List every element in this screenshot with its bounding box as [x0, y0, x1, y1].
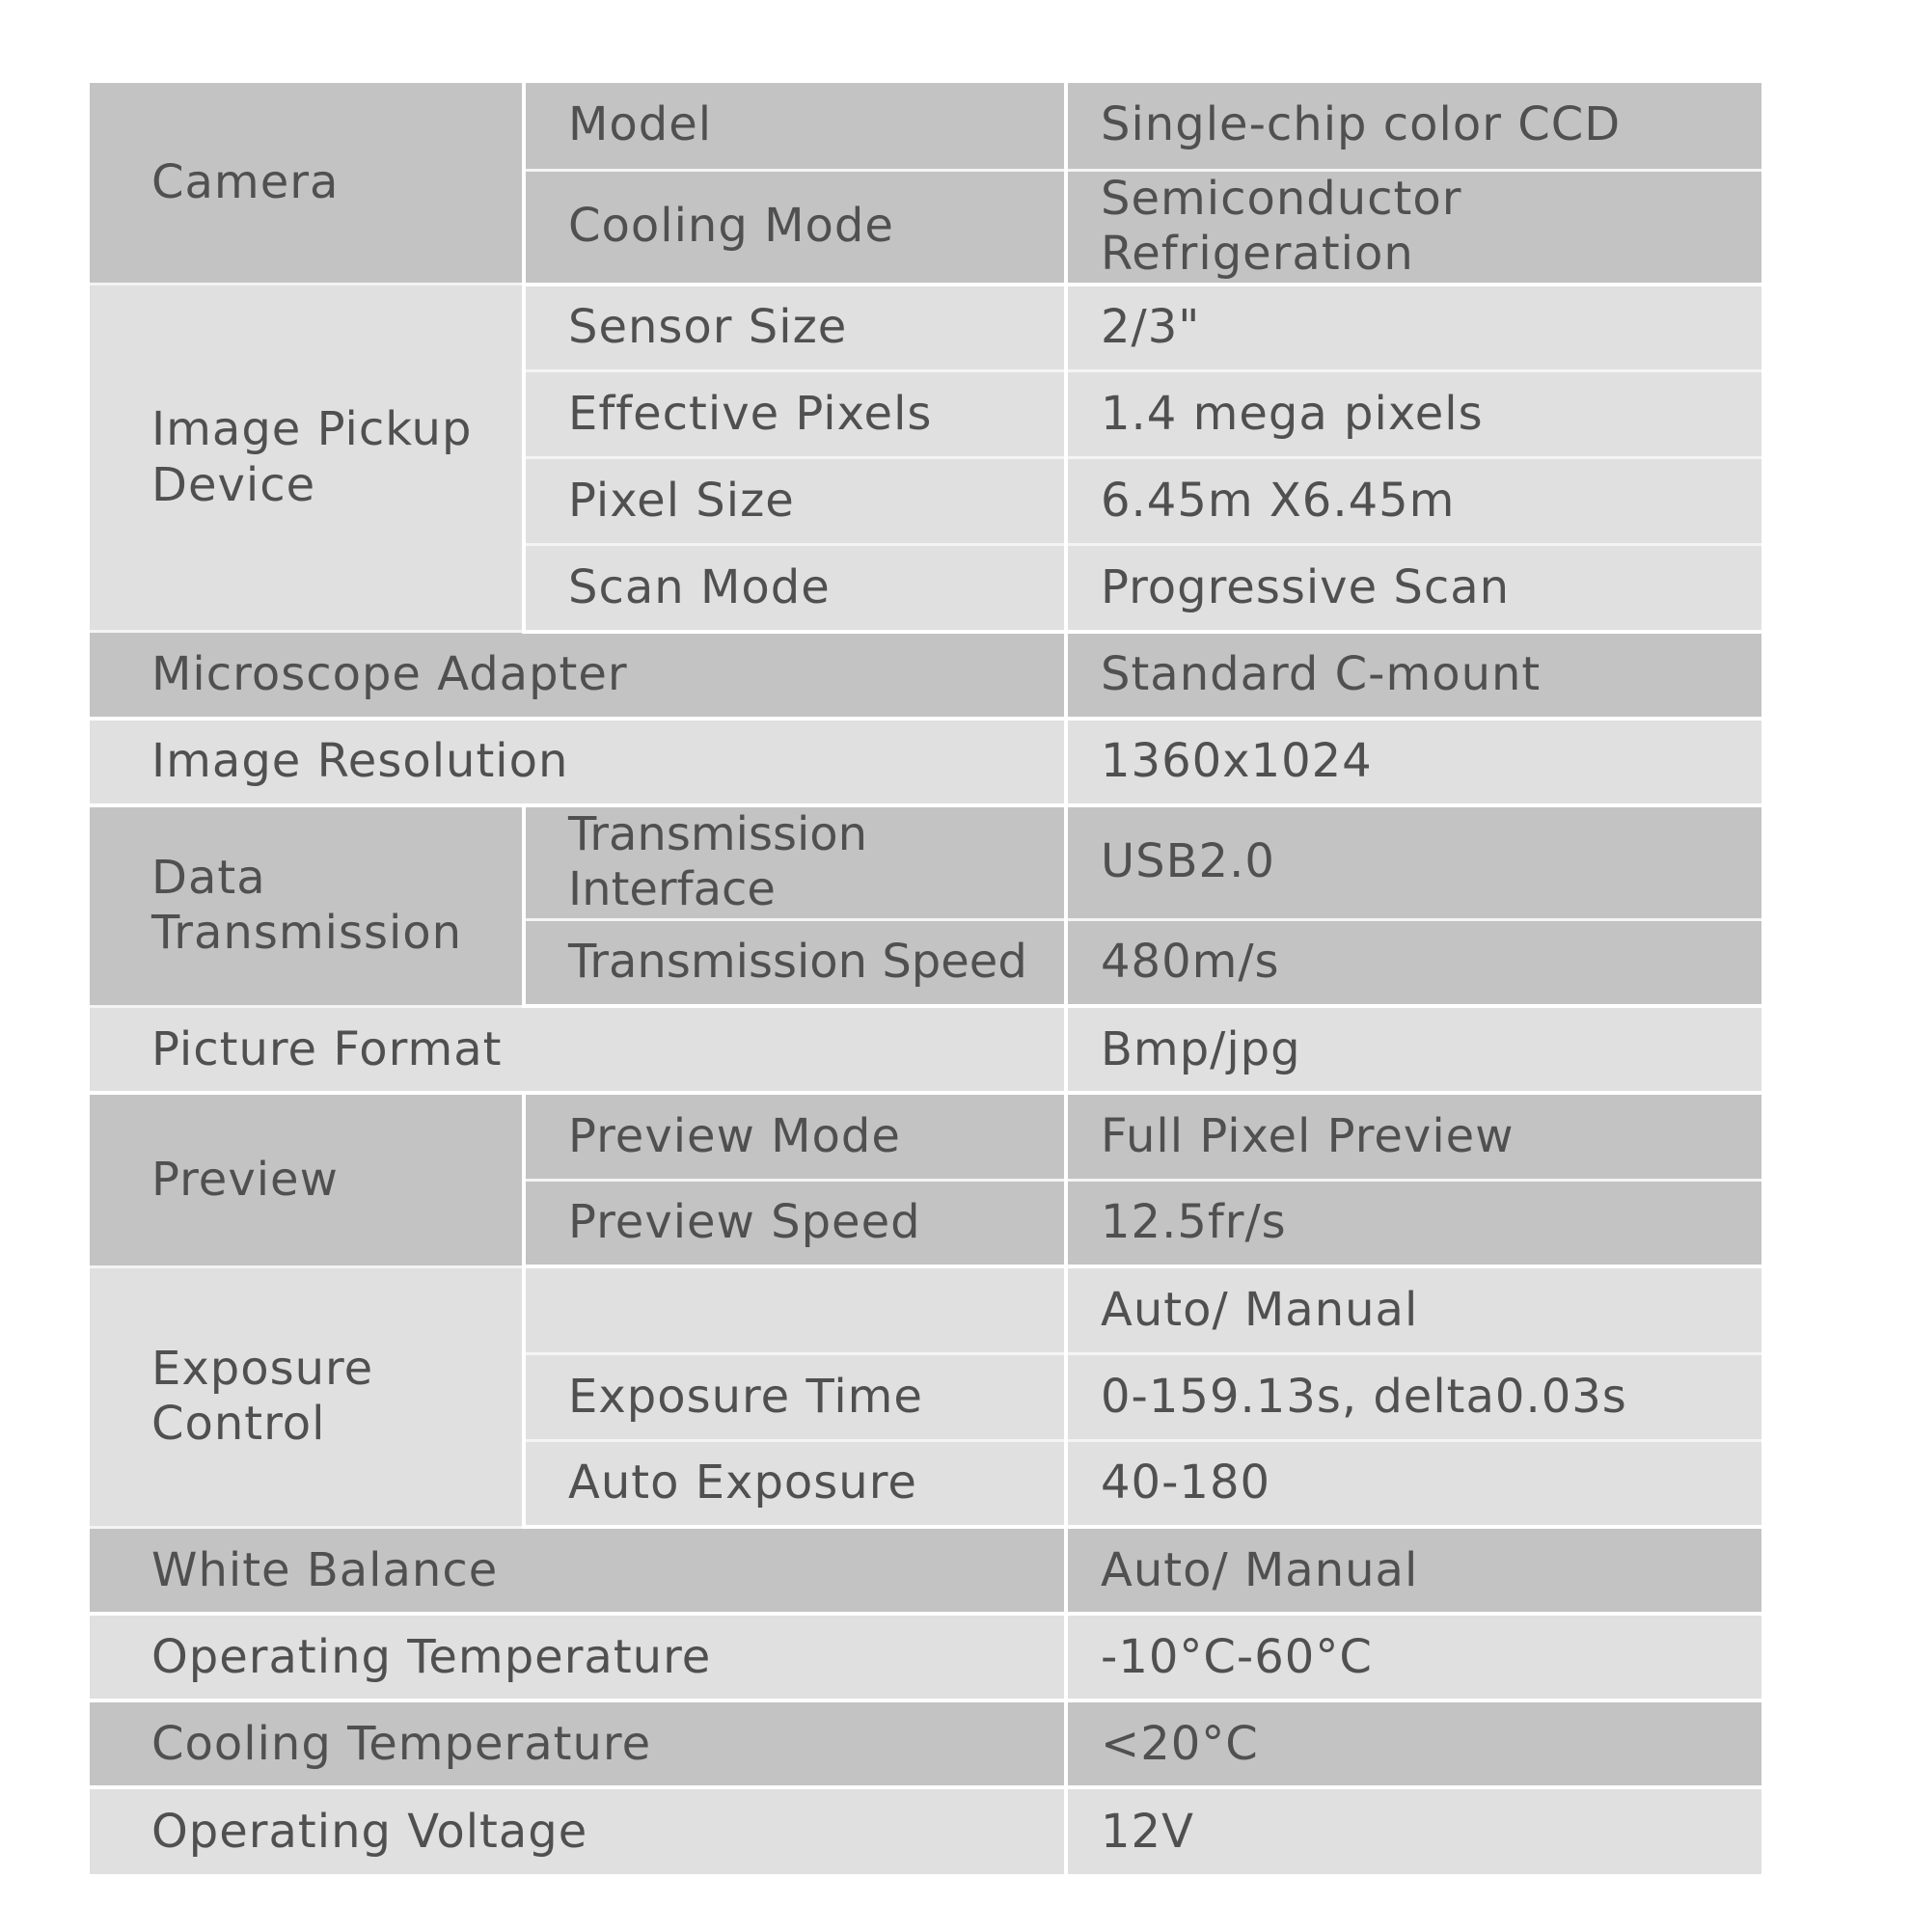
table-row: [90, 1614, 1761, 1701]
table-row: [90, 632, 1761, 719]
spec-value-effective-pixels: 1.4 mega pixels: [1066, 371, 1761, 458]
spec-value-auto-exposure: 40-180: [1066, 1440, 1761, 1527]
table-row: [90, 1006, 1761, 1093]
spec-label-cooling-mode: Cooling Mode: [524, 170, 1066, 285]
table-row: [90, 805, 1761, 920]
spec-label-auto-exposure: Auto Exposure: [524, 1440, 1066, 1527]
spec-value-white-balance: Auto/ Manual: [1066, 1527, 1761, 1614]
spec-value-pixel-size: 6.45m X6.45m: [1066, 458, 1761, 545]
spec-value-image-resolution: 1360x1024: [1066, 719, 1761, 805]
spec-label-operating-temperature: Operating Temperature: [90, 1614, 1066, 1701]
category-image-pickup-device: Image Pickup Device: [90, 285, 524, 632]
spec-value-cooling-mode: Semiconductor Refrigeration: [1066, 170, 1761, 285]
spec-label-scan-mode: Scan Mode: [524, 545, 1066, 632]
category-preview: Preview: [90, 1093, 524, 1266]
table-row: [90, 285, 1761, 371]
spec-label-white-balance: White Balance: [90, 1527, 1066, 1614]
spec-value-scan-mode: Progressive Scan: [1066, 545, 1761, 632]
spec-label-model: Model: [524, 83, 1066, 170]
spec-label-cooling-temperature: Cooling Temperature: [90, 1701, 1066, 1787]
spec-label-effective-pixels: Effective Pixels: [524, 371, 1066, 458]
spec-label-operating-voltage: Operating Voltage: [90, 1787, 1066, 1874]
spec-label-microscope-adapter: Microscope Adapter: [90, 632, 1066, 719]
spec-value-exposure-mode: Auto/ Manual: [1066, 1266, 1761, 1353]
table-row: [90, 83, 1761, 170]
category-camera: Camera: [90, 83, 524, 285]
table-row: [90, 1093, 1761, 1180]
spec-label-image-resolution: Image Resolution: [90, 719, 1066, 805]
spec-label-exposure-time: Exposure Time: [524, 1353, 1066, 1440]
spec-value-picture-format: Bmp/jpg: [1066, 1006, 1761, 1093]
table-row: [90, 1787, 1761, 1874]
spec-label-preview-speed: Preview Speed: [524, 1180, 1066, 1266]
spec-value-transmission-speed: 480m/s: [1066, 919, 1761, 1006]
spec-label-exposure-mode-empty: [524, 1266, 1066, 1353]
spec-label-preview-mode: Preview Mode: [524, 1093, 1066, 1180]
spec-value-cooling-temperature: <20°C: [1066, 1701, 1761, 1787]
spec-label-transmission-interface: Transmission Interface: [524, 805, 1066, 920]
table-row: [90, 1527, 1761, 1614]
spec-label-sensor-size: Sensor Size: [524, 285, 1066, 371]
table-row: [90, 1701, 1761, 1787]
spec-value-model: Single-chip color CCD: [1066, 83, 1761, 170]
spec-value-operating-voltage: 12V: [1066, 1787, 1761, 1874]
spec-value-microscope-adapter: Standard C-mount: [1066, 632, 1761, 719]
spec-value-operating-temperature: -10°C-60°C: [1066, 1614, 1761, 1701]
table-row: [90, 719, 1761, 805]
category-data-transmission: Data Transmission: [90, 805, 524, 1007]
table-row: [90, 1266, 1761, 1353]
spec-value-preview-speed: 12.5fr/s: [1066, 1180, 1761, 1266]
spec-label-pixel-size: Pixel Size: [524, 458, 1066, 545]
spec-label-transmission-speed: Transmission Speed: [524, 919, 1066, 1006]
spec-value-exposure-time: 0-159.13s, delta0.03s: [1066, 1353, 1761, 1440]
spec-value-transmission-interface: USB2.0: [1066, 805, 1761, 920]
spec-label-picture-format: Picture Format: [90, 1006, 1066, 1093]
category-exposure-control: Exposure Control: [90, 1266, 524, 1527]
spec-table: [90, 83, 1761, 1874]
spec-value-sensor-size: 2/3": [1066, 285, 1761, 371]
spec-value-preview-mode: Full Pixel Preview: [1066, 1093, 1761, 1180]
